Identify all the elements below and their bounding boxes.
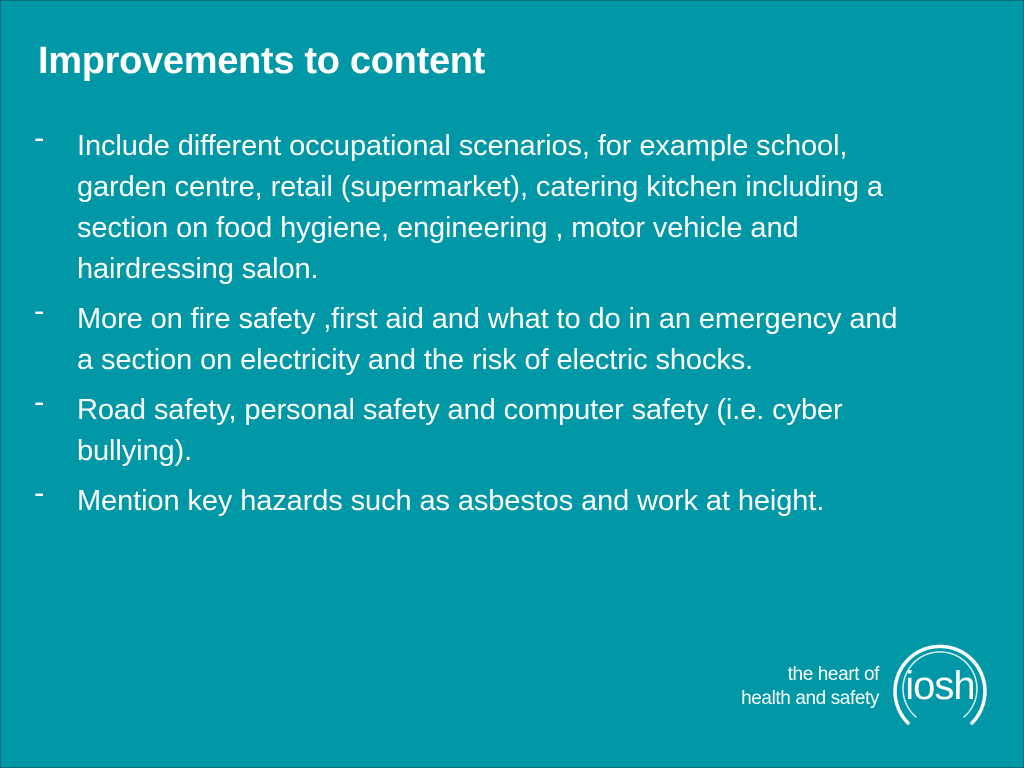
bullet-text: Mention key hazards such as asbestos and work at height. — [77, 485, 825, 517]
bullet-text: Road safety, personal safety and computer safety (i.e. cyber bullying). — [77, 394, 843, 467]
bullet-dash: - — [34, 293, 45, 328]
bullet-item — [34, 293, 914, 381]
bullet-list — [34, 120, 914, 531]
bullet-item — [34, 475, 914, 522]
bullet-dash: - — [34, 120, 45, 155]
iosh-logo — [699, 637, 990, 737]
bullet-dash: - — [34, 384, 45, 419]
logo-tagline — [699, 663, 879, 711]
bullet-item — [34, 120, 914, 290]
logo-wordmark: iosh — [905, 664, 975, 708]
tagline-line-2: health and safety — [741, 688, 879, 709]
tagline-line-1: the heart of — [787, 664, 879, 685]
bullet-text: More on fire safety ,first aid and what to do in an emergency and a section on electricity and the risk of electric shocks. — [77, 303, 898, 376]
bullet-dash: - — [34, 475, 45, 510]
bullet-item — [34, 384, 914, 472]
bullet-text: Include different occupational scenarios, for example school, garden centre, retail (supermarket), catering kitchen including a section on food hygiene, engineering , motor vehicle and hairdressing salon. — [77, 130, 883, 285]
slide-title: Improvements to content — [38, 40, 486, 82]
iosh-badge — [890, 637, 990, 737]
